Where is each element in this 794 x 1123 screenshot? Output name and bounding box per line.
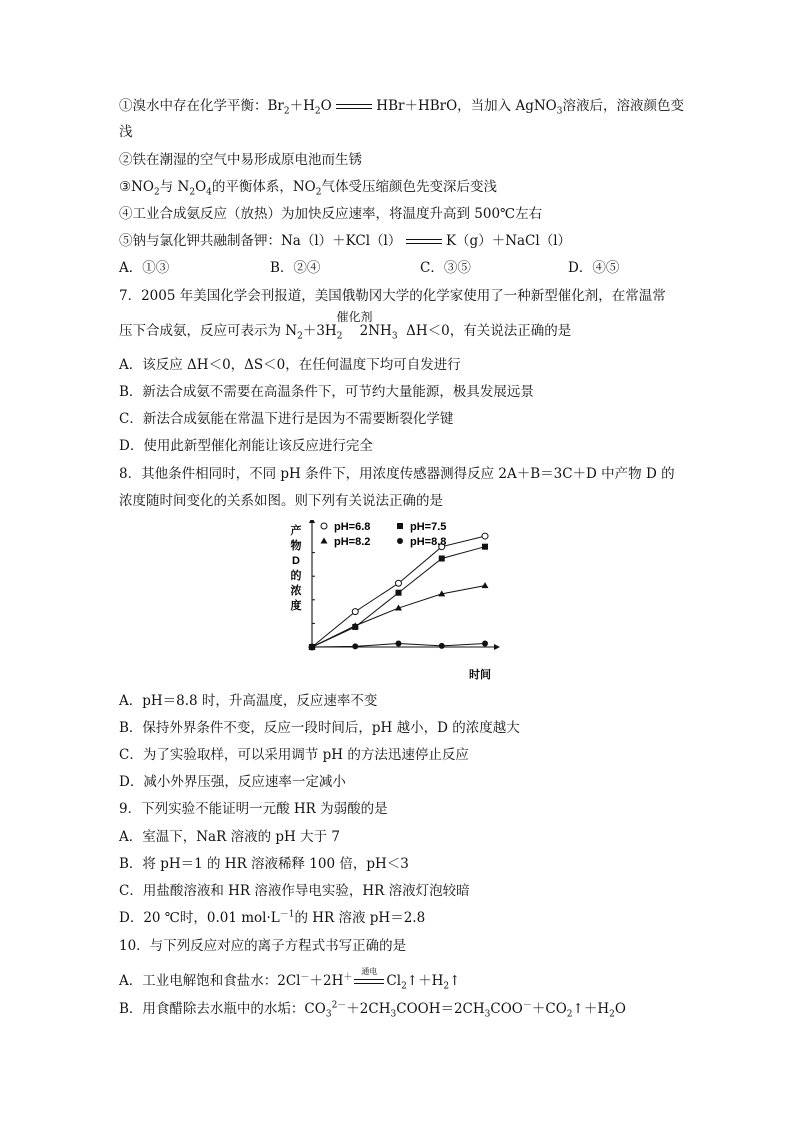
concentration-time-chart bbox=[286, 520, 506, 686]
y-label-char: D bbox=[292, 555, 300, 567]
q6-option-a: A．①③ bbox=[119, 260, 170, 276]
q8-option-b: B．保持外界条件不变，反应一段时间后，pH 越小，D 的浓度越大 bbox=[119, 720, 520, 736]
q10-stem: 10．与下列反应对应的离子方程式书写正确的是 bbox=[119, 938, 407, 954]
electrolysis-condition: 通电 bbox=[352, 972, 386, 990]
q7-option-c: C．新法合成氨能在常温下进行是因为不需要断裂化学键 bbox=[119, 411, 454, 427]
series-line bbox=[312, 547, 485, 647]
equilibrium-arrow bbox=[406, 238, 442, 246]
marker-open-circle bbox=[482, 533, 488, 539]
marker-filled-circle bbox=[396, 640, 402, 646]
q8-stem-line-1: 8．其他条件相同时，不同 pH 条件下，用浓度传感器测得反应 2A＋B＝3C＋D 中产物 D 的 bbox=[119, 466, 675, 482]
q9-option-c: C．用盐酸溶液和 HR 溶液作导电实验，HR 溶液灯泡较暗 bbox=[119, 883, 470, 899]
marker-square bbox=[439, 556, 445, 562]
y-label-char: 浓 bbox=[290, 585, 302, 597]
legend-label: pH=6.8 bbox=[334, 521, 371, 533]
legend-label: pH=8.8 bbox=[410, 536, 447, 548]
marker-square bbox=[397, 523, 403, 529]
q9-option-a: A．室温下，NaR 溶液的 pH 大于 7 bbox=[119, 829, 340, 845]
legend-label: pH=7.5 bbox=[410, 521, 447, 533]
x-axis-arrow bbox=[494, 644, 500, 650]
q6-item-2: ②铁在潮湿的空气中易形成原电池而生锈 bbox=[119, 152, 362, 168]
y-label-char: 物 bbox=[290, 540, 302, 552]
q7-stem-line-1: 7．2005 年美国化学会刊报道，美国俄勒冈大学的化学家使用了一种新型催化剂，在常温常 bbox=[119, 288, 666, 304]
marker-filled-circle bbox=[482, 640, 488, 646]
series-pH=8.8 bbox=[309, 640, 488, 650]
marker-open-circle bbox=[321, 523, 327, 529]
marker-open-circle bbox=[352, 609, 358, 615]
q9-option-d: D．20 ℃时，0.01 $mol\cdot L^{-1}$的 HR 溶液 pH＝2.8 bbox=[119, 909, 426, 926]
q7-option-b: B．新法合成氨不需要在高温条件下，可节约大量能源，极具发展远景 bbox=[119, 384, 534, 400]
chart-legend bbox=[321, 521, 447, 548]
catalyst-condition: 催化剂 bbox=[336, 310, 373, 324]
q8-option-d: D．减小外界压强，反应速率一定减小 bbox=[119, 774, 346, 790]
q6-item-1-wrap: 浅 bbox=[119, 124, 133, 140]
q6-option-c: C．③⑤ bbox=[420, 260, 471, 276]
q6-item-1: ①溴水中存在化学平衡：$Br_2+H_2O$ HBr＋HBrO，当加入 AgNO$_3$溶液后，溶液颜色变 bbox=[119, 98, 684, 117]
series-pH=7.5 bbox=[309, 544, 488, 650]
legend-label: pH=8.2 bbox=[334, 536, 371, 548]
chart-y-label bbox=[291, 523, 302, 612]
marker-filled-circle bbox=[352, 643, 358, 649]
q6-option-d: D．④⑤ bbox=[568, 260, 620, 276]
q10-option-b: B．用食醋除去水瓶中的水垢：$CO_3^{2-}+2CH_3COOH=2CH_3COO^-+CO_2↑+H_2O$ bbox=[119, 1000, 626, 1020]
q6-item-4: ④工业合成氨反应（放热）为加快反应速率，将温度升高到 500℃左右 bbox=[119, 206, 543, 222]
marker-filled-circle bbox=[397, 538, 403, 544]
chart-series bbox=[309, 533, 489, 650]
q9-option-b: B．将 pH＝1 的 HR 溶液稀释 100 倍，pH＜3 bbox=[119, 856, 409, 872]
marker-triangle bbox=[482, 582, 489, 588]
marker-open-circle bbox=[396, 580, 402, 586]
y-label-char: 的 bbox=[290, 570, 302, 582]
y-label-char: 度 bbox=[290, 600, 302, 612]
marker-square bbox=[482, 544, 488, 550]
equilibrium-arrow bbox=[336, 103, 372, 111]
q8-stem-line-2: 浓度随时间变化的关系如图。则下列有关说法正确的是 bbox=[119, 493, 443, 509]
marker-triangle bbox=[321, 538, 328, 544]
q6-item-5: ⑤钠与氯化钾共融制备钾：Na（l）＋KCl（l） K（g）＋NaCl（l） bbox=[119, 233, 572, 249]
q7-option-a: A．该反应 ΔH＜0，ΔS＜0，在任何温度下均可自发进行 bbox=[119, 357, 461, 373]
marker-square bbox=[396, 590, 402, 596]
y-axis-arrow bbox=[309, 520, 315, 523]
chart-x-label: 时间 bbox=[469, 669, 491, 681]
marker-filled-circle bbox=[439, 643, 445, 649]
marker-filled-circle bbox=[309, 644, 315, 650]
q10-option-a: A．工业电解饱和食盐水：2Cl－＋2H＋ 通电 $Cl_2↑+H_2↑$ bbox=[119, 967, 461, 992]
q8-option-c: C．为了实验取样，可以采用调节 pH 的方法迅速停止反应 bbox=[119, 747, 469, 763]
q6-option-b: B．②④ bbox=[270, 260, 321, 276]
q6-item-3: $③NO_2$与 $N_2O_4$的平衡体系，$NO_2$气体受压缩颜色先变深后变浅 bbox=[119, 179, 497, 198]
q7-stem-line-2: 压下合成氨，反应可表示为 $N_2+3H_2$ 催化剂 $2NH_3$ ΔH＜0，有关说法正确的是 bbox=[119, 310, 572, 342]
y-label-char: 产 bbox=[290, 525, 302, 537]
q8-option-a: A．pH＝8.8 时，升高温度，反应速率不变 bbox=[119, 693, 378, 709]
q7-option-d: D．使用此新型催化剂能让该反应进行完全 bbox=[119, 438, 373, 454]
q9-stem: 9．下列实验不能证明一元酸 HR 为弱酸的是 bbox=[119, 801, 388, 817]
